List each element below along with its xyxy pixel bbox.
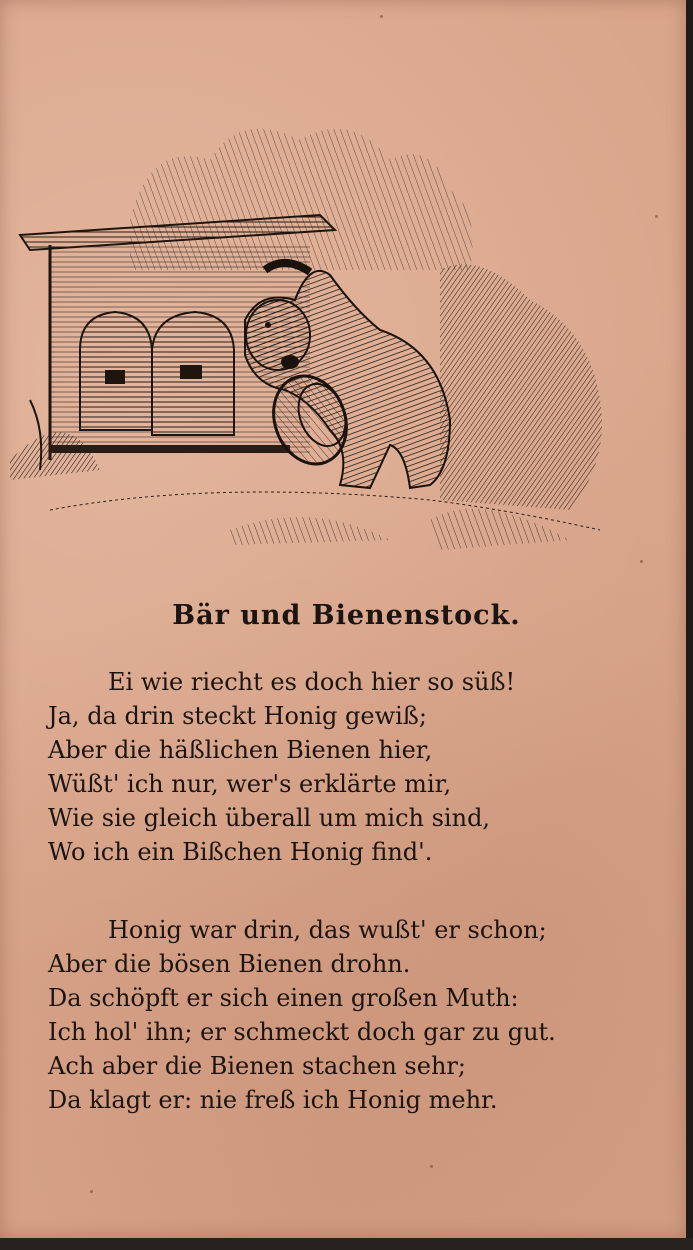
poem-line: Wüßt' ich nur, wer's erklärte mir, bbox=[48, 770, 452, 798]
poem-line: Ja, da drin steckt Honig gewiß; bbox=[48, 702, 427, 730]
stanza-1 bbox=[48, 665, 648, 869]
poem-line: Aber die häßlichen Bienen hier, bbox=[48, 736, 433, 764]
beehive-left bbox=[80, 312, 152, 430]
paper-speck bbox=[380, 15, 383, 18]
bear-and-beehive-engraving bbox=[10, 100, 615, 580]
beehive-right bbox=[152, 312, 234, 435]
page-edge-bottom bbox=[0, 1238, 693, 1250]
paper-speck bbox=[90, 1190, 93, 1193]
poem-line: Wo ich ein Bißchen Honig find'. bbox=[48, 838, 433, 866]
poem-line: Ei wie riecht es doch hier so süß! bbox=[108, 668, 516, 696]
poem-line: Da klagt er: nie freß ich Honig mehr. bbox=[48, 1086, 498, 1114]
stanza-2 bbox=[48, 913, 648, 1117]
paper-speck bbox=[430, 1165, 433, 1168]
poem-line: Ich hol' ihn; er schmeckt doch gar zu gut. bbox=[48, 1018, 556, 1046]
poem-line: Ach aber die Bienen stachen sehr; bbox=[48, 1052, 466, 1080]
poem-line: Aber die bösen Bienen drohn. bbox=[48, 950, 411, 978]
paper-speck bbox=[655, 215, 658, 218]
paper-speck bbox=[640, 560, 643, 563]
poem-line: Honig war drin, das wußt' er schon; bbox=[108, 916, 547, 944]
poem-line: Da schöpft er sich einen großen Muth: bbox=[48, 984, 519, 1012]
poem-line: Wie sie gleich überall um mich sind, bbox=[48, 804, 491, 832]
page-edge-right bbox=[686, 0, 693, 1250]
poem-title: Bär und Bienenstock. bbox=[172, 600, 521, 631]
